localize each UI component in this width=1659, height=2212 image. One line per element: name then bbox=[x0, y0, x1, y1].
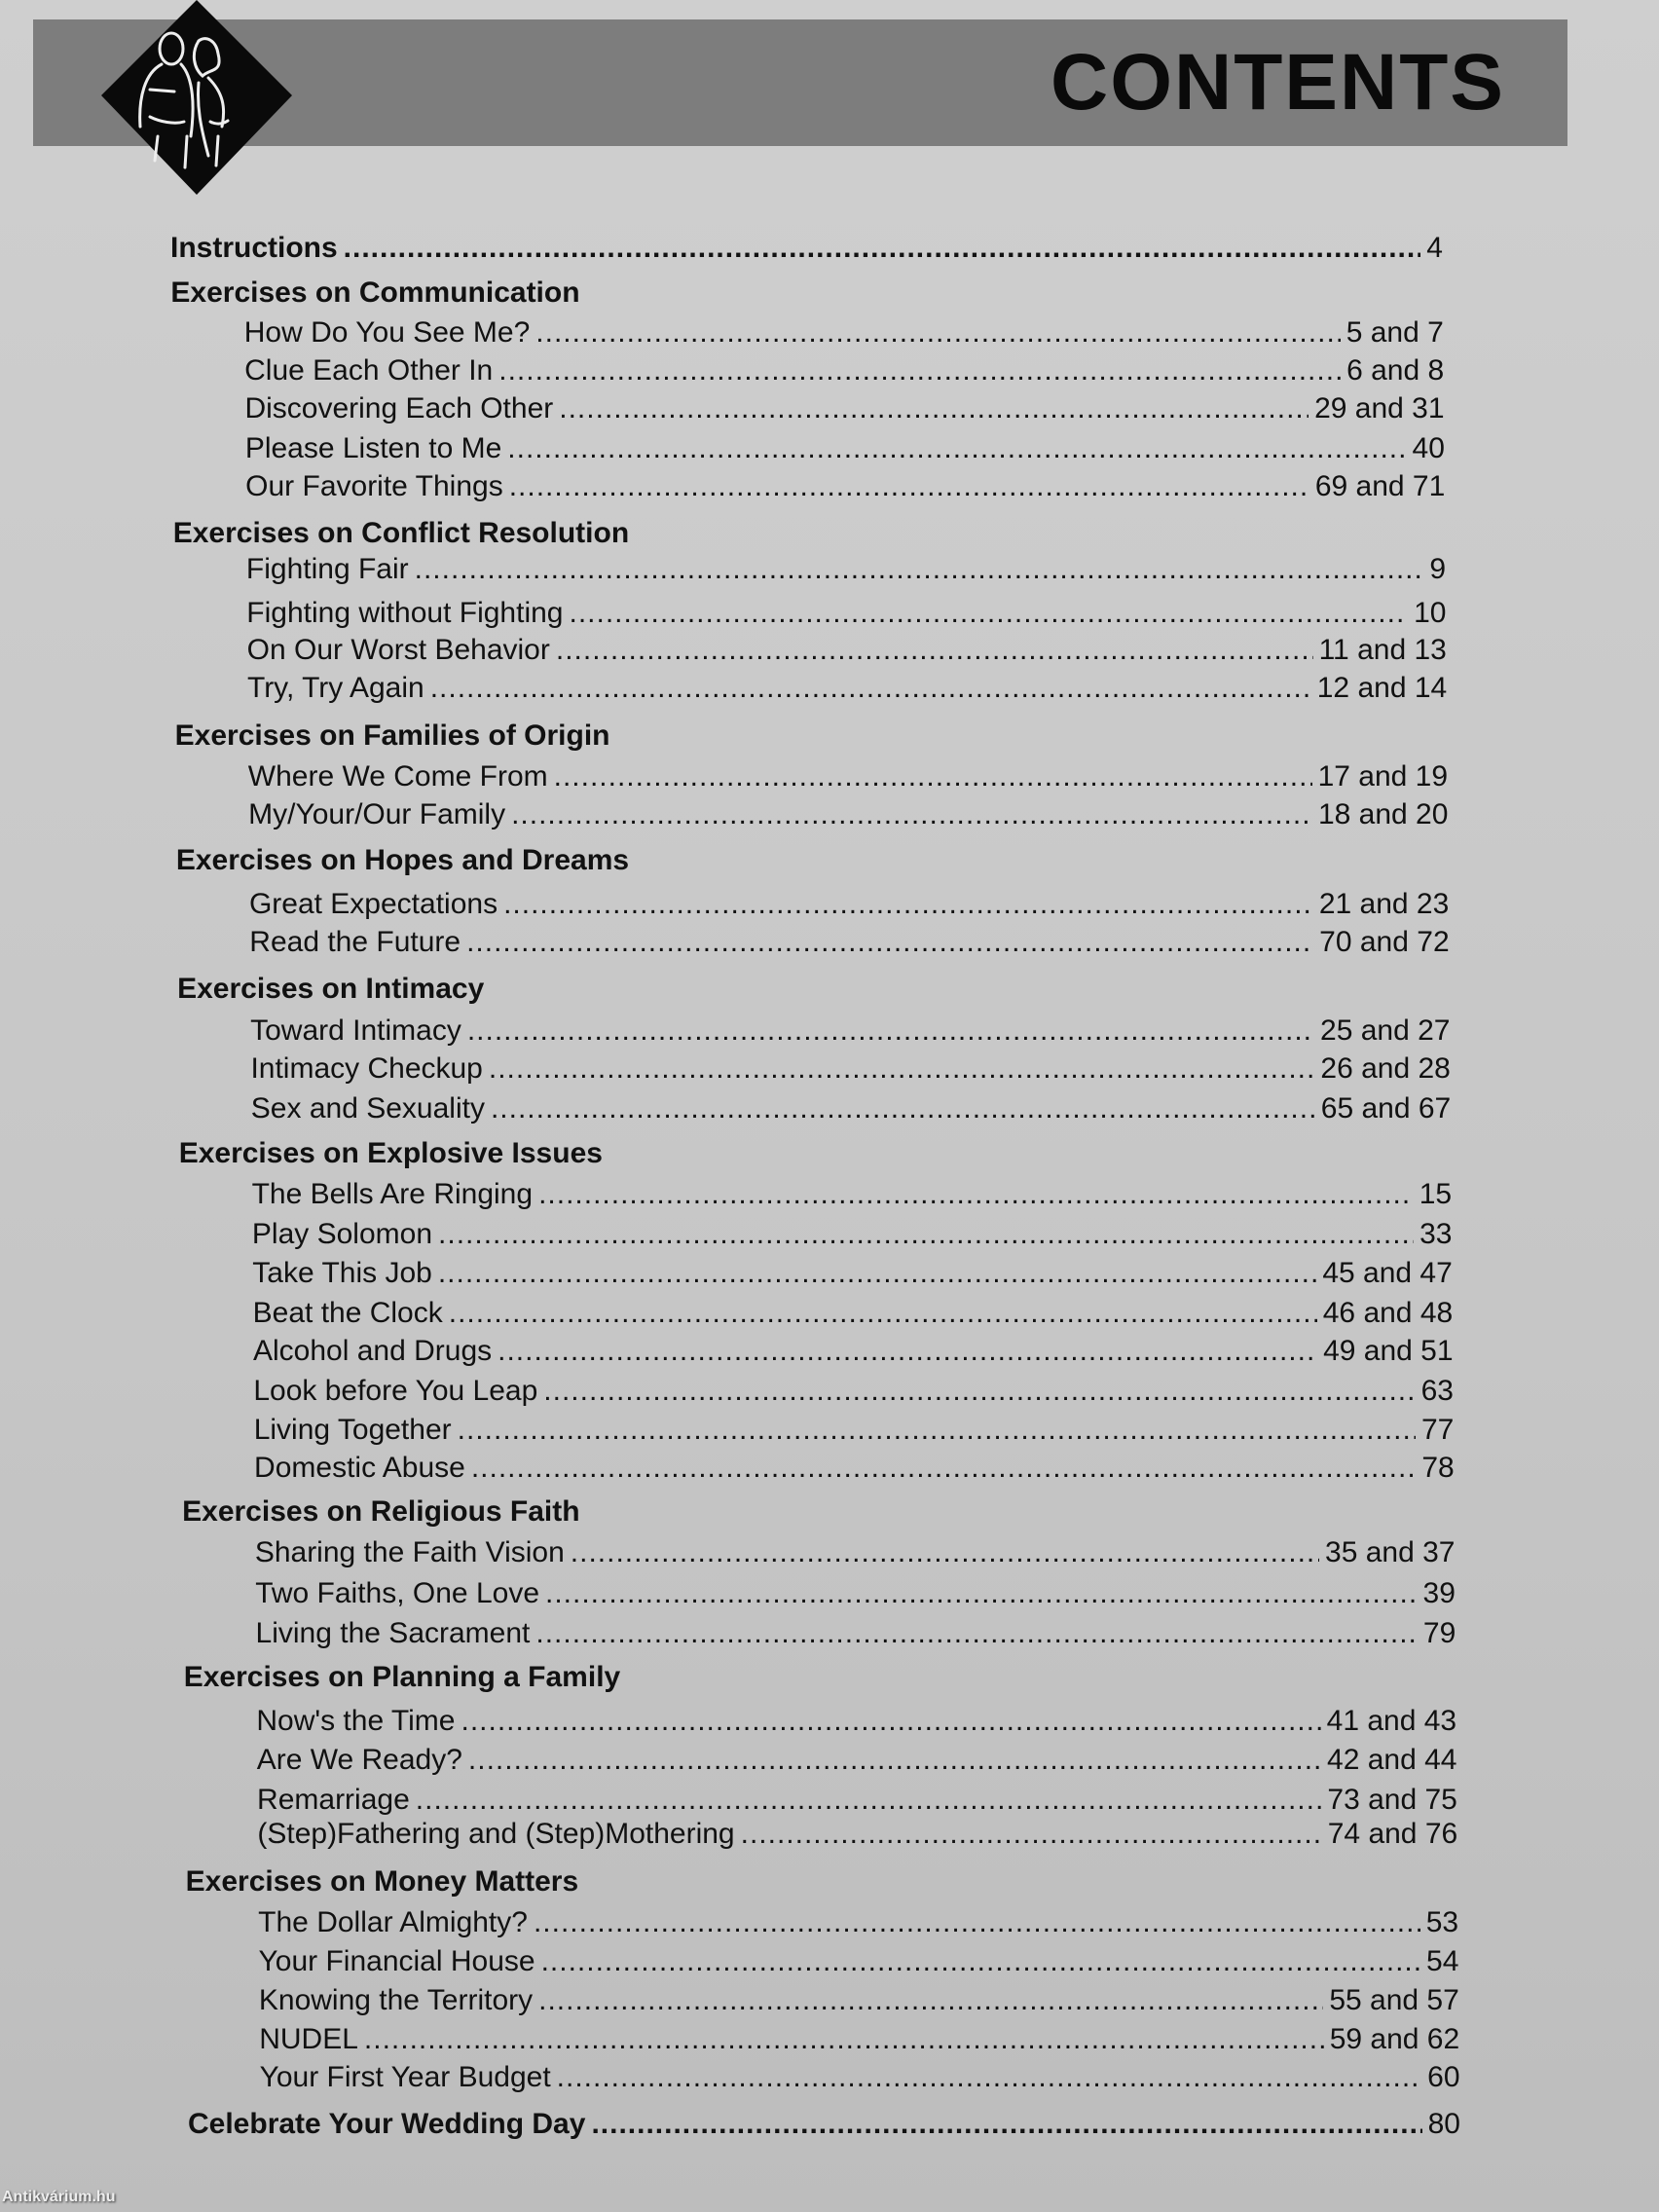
entry-title: Remarriage bbox=[257, 1783, 410, 1816]
toc-entry bbox=[253, 1335, 1454, 1368]
toc-entry bbox=[246, 553, 1446, 586]
toc-entry bbox=[259, 1984, 1459, 2017]
entry-title: Read the Future bbox=[249, 925, 461, 958]
page-number: 42 and 44 bbox=[1327, 1744, 1457, 1777]
entry-title: Our Favorite Things bbox=[245, 469, 503, 502]
toc-entry bbox=[259, 2023, 1459, 2056]
page-number: 78 bbox=[1421, 1452, 1455, 1485]
entry-title: Great Expectations bbox=[248, 887, 498, 920]
entry-title: Fighting Fair bbox=[245, 553, 409, 586]
dot-leader bbox=[507, 432, 1406, 465]
page-number: 33 bbox=[1419, 1217, 1453, 1250]
entry-title: Exercises on Explosive Issues bbox=[178, 1137, 603, 1170]
dot-leader bbox=[466, 926, 1313, 959]
page-number: 5 and 7 bbox=[1346, 315, 1444, 349]
entry-title: Living the Sacrament bbox=[255, 1616, 531, 1649]
dot-leader bbox=[416, 1784, 1322, 1817]
page-number: 46 and 48 bbox=[1322, 1296, 1454, 1329]
entry-title: Alcohol and Drugs bbox=[252, 1335, 493, 1368]
toc-entry bbox=[254, 1452, 1455, 1485]
entry-title: How Do You See Me? bbox=[243, 315, 531, 349]
entry-title: Intimacy Checkup bbox=[250, 1052, 483, 1086]
entry-title: Exercises on Money Matters bbox=[185, 1864, 579, 1898]
page-number: 10 bbox=[1414, 597, 1447, 630]
dot-leader bbox=[511, 798, 1312, 831]
page-number: 18 and 20 bbox=[1317, 798, 1449, 831]
dot-leader bbox=[438, 1257, 1317, 1290]
entry-title: Look before You Leap bbox=[253, 1374, 538, 1407]
section-heading bbox=[184, 1661, 621, 1694]
toc-entry bbox=[252, 1257, 1453, 1290]
page-number: 80 bbox=[1427, 2108, 1460, 2141]
entry-title: Exercises on Families of Origin bbox=[174, 719, 610, 753]
toc-entry bbox=[257, 1744, 1457, 1777]
section-heading bbox=[179, 1137, 603, 1170]
page-number: 29 and 31 bbox=[1314, 392, 1445, 425]
entry-title: Discovering Each Other bbox=[244, 392, 554, 425]
page-number: 11 and 13 bbox=[1318, 633, 1447, 666]
entry-title: Celebrate Your Wedding Day bbox=[188, 2108, 586, 2141]
dot-leader bbox=[557, 2061, 1422, 2094]
dot-leader bbox=[461, 1705, 1320, 1738]
page-number: 35 and 37 bbox=[1325, 1536, 1456, 1569]
dot-leader bbox=[430, 672, 1311, 705]
toc-entry bbox=[245, 470, 1445, 503]
entry-title: (Step)Fathering and (Step)Mothering bbox=[257, 1817, 735, 1850]
toc-entry bbox=[250, 1052, 1450, 1086]
page-number: 21 and 23 bbox=[1318, 887, 1450, 920]
entry-title: Clue Each Other In bbox=[244, 353, 494, 387]
section-heading bbox=[175, 719, 610, 753]
page-number: 54 bbox=[1426, 1945, 1459, 1978]
page-number: 39 bbox=[1422, 1577, 1456, 1610]
dot-leader bbox=[489, 1052, 1315, 1086]
section-heading bbox=[173, 517, 629, 550]
toc-entry bbox=[256, 1617, 1456, 1650]
toc-entry bbox=[253, 1375, 1454, 1408]
dot-leader bbox=[438, 1218, 1414, 1251]
entry-title: Domestic Abuse bbox=[254, 1452, 465, 1485]
page-number: 55 and 57 bbox=[1329, 1983, 1459, 2016]
toc-entry bbox=[256, 1705, 1456, 1738]
toc-entry bbox=[244, 316, 1444, 350]
section-heading bbox=[182, 1495, 579, 1529]
dot-leader bbox=[538, 1178, 1414, 1211]
page-number: 65 and 67 bbox=[1320, 1091, 1452, 1124]
dot-leader bbox=[571, 1536, 1319, 1569]
dot-leader bbox=[364, 2023, 1324, 2056]
entry-title: Exercises on Intimacy bbox=[177, 972, 485, 1005]
dot-leader bbox=[543, 1375, 1415, 1408]
toc-entry bbox=[244, 392, 1444, 425]
toc-entry bbox=[253, 1297, 1454, 1330]
entry-title: Sex and Sexuality bbox=[250, 1091, 485, 1124]
page-title: CONTENTS bbox=[1051, 38, 1505, 127]
section-heading bbox=[177, 973, 484, 1006]
toc-entry bbox=[246, 597, 1446, 630]
entry-title: Now's the Time bbox=[256, 1704, 456, 1737]
dot-leader bbox=[449, 1297, 1317, 1330]
page-number: 70 and 72 bbox=[1319, 925, 1450, 958]
toc-entry bbox=[254, 1414, 1455, 1447]
dot-leader bbox=[415, 553, 1424, 586]
page-number: 53 bbox=[1425, 1905, 1459, 1938]
entry-title: Where We Come From bbox=[247, 760, 548, 793]
entry-title: NUDEL bbox=[259, 2023, 358, 2056]
toc-entry bbox=[244, 354, 1444, 387]
dot-leader bbox=[591, 2108, 1421, 2141]
page-number: 49 and 51 bbox=[1323, 1335, 1454, 1368]
toc-entry bbox=[252, 1218, 1453, 1251]
dot-leader bbox=[509, 470, 1309, 503]
page-number: 74 and 76 bbox=[1327, 1817, 1458, 1850]
dot-leader bbox=[503, 888, 1313, 921]
entry-title: Living Together bbox=[253, 1414, 452, 1447]
page-number: 45 and 47 bbox=[1322, 1257, 1453, 1290]
entry-title: Exercises on Planning a Family bbox=[183, 1660, 621, 1693]
dot-leader bbox=[471, 1452, 1416, 1485]
entry-title: On Our Worst Behavior bbox=[246, 633, 550, 666]
page-number: 4 bbox=[1426, 231, 1443, 264]
toc-entry bbox=[248, 798, 1448, 831]
entry-title: Instructions bbox=[169, 231, 338, 264]
page-number: 25 and 27 bbox=[1320, 1014, 1451, 1048]
toc-entry bbox=[257, 1784, 1457, 1817]
toc-entry bbox=[255, 1577, 1456, 1610]
toc-entry bbox=[249, 926, 1449, 959]
entry-title: Fighting without Fighting bbox=[246, 597, 564, 630]
entry-title: The Bells Are Ringing bbox=[251, 1178, 534, 1211]
toc-entry bbox=[259, 1945, 1459, 1978]
entry-title: Two Faiths, One Love bbox=[255, 1577, 539, 1610]
toc-entry bbox=[250, 1014, 1450, 1048]
page-number: 17 and 19 bbox=[1317, 760, 1449, 793]
entry-title: Sharing the Faith Vision bbox=[254, 1536, 565, 1569]
dot-leader bbox=[535, 1617, 1418, 1650]
page-number: 59 and 62 bbox=[1329, 2023, 1460, 2056]
dot-leader bbox=[741, 1818, 1322, 1851]
couple-diamond-logo bbox=[101, 0, 292, 195]
section-heading bbox=[176, 844, 629, 877]
page-number: 79 bbox=[1422, 1616, 1456, 1649]
dot-leader bbox=[468, 1744, 1321, 1777]
dot-leader bbox=[559, 392, 1309, 425]
toc-entry bbox=[258, 1906, 1458, 1939]
entry-title: Are We Ready? bbox=[256, 1744, 462, 1777]
page-number: 69 and 71 bbox=[1314, 469, 1446, 502]
entry-title: Take This Job bbox=[252, 1257, 432, 1290]
dot-leader bbox=[545, 1577, 1418, 1610]
page-number: 26 and 28 bbox=[1320, 1052, 1451, 1086]
dot-leader bbox=[556, 634, 1313, 667]
dot-leader bbox=[535, 316, 1340, 350]
entry-title: Exercises on Communication bbox=[170, 276, 580, 310]
entry-title: The Dollar Almighty? bbox=[258, 1905, 528, 1938]
entry-title: My/Your/Our Family bbox=[248, 798, 506, 831]
toc-entry bbox=[257, 1818, 1457, 1851]
entry-title: Your First Year Budget bbox=[259, 2061, 551, 2094]
page-number: 12 and 14 bbox=[1316, 672, 1448, 704]
toc-entry bbox=[247, 672, 1447, 705]
page-number: 41 and 43 bbox=[1326, 1704, 1457, 1737]
dot-leader bbox=[467, 1014, 1314, 1048]
entry-title: Knowing the Territory bbox=[258, 1983, 534, 2016]
entry-title: Toward Intimacy bbox=[250, 1014, 461, 1048]
toc-entry bbox=[245, 432, 1445, 465]
page-number: 15 bbox=[1419, 1178, 1453, 1211]
dot-leader bbox=[541, 1945, 1420, 1978]
entry-title: Exercises on Religious Faith bbox=[182, 1495, 580, 1529]
toc-entry bbox=[170, 232, 1443, 265]
dot-leader bbox=[458, 1414, 1416, 1447]
toc-entry bbox=[248, 760, 1448, 793]
dot-leader bbox=[534, 1906, 1420, 1939]
dot-leader bbox=[554, 760, 1312, 793]
dot-leader bbox=[498, 1335, 1317, 1368]
entry-title: Try, Try Again bbox=[246, 672, 424, 704]
toc-entry bbox=[188, 2108, 1460, 2141]
watermark: Antikvárium.hu bbox=[2, 2189, 116, 2205]
dot-leader bbox=[498, 354, 1341, 387]
entry-title: Please Listen to Me bbox=[244, 431, 502, 464]
toc-entry bbox=[249, 888, 1449, 921]
dot-leader bbox=[344, 232, 1421, 265]
entry-title: Exercises on Conflict Resolution bbox=[172, 516, 630, 549]
page-number: 6 and 8 bbox=[1346, 353, 1445, 387]
page-number: 60 bbox=[1427, 2061, 1460, 2094]
section-heading bbox=[170, 276, 579, 310]
section-heading bbox=[186, 1865, 579, 1899]
dot-leader bbox=[569, 597, 1408, 630]
entry-title: Beat the Clock bbox=[252, 1296, 443, 1329]
toc-entry bbox=[255, 1536, 1456, 1569]
entry-title: Exercises on Hopes and Dreams bbox=[175, 843, 630, 876]
entry-title: Your Financial House bbox=[258, 1945, 535, 1978]
dot-leader bbox=[491, 1092, 1315, 1125]
toc-entry bbox=[260, 2061, 1460, 2094]
toc-entry bbox=[251, 1092, 1451, 1125]
dot-leader bbox=[538, 1984, 1323, 2017]
page-number: 77 bbox=[1420, 1414, 1455, 1447]
entry-title: Play Solomon bbox=[251, 1217, 433, 1250]
page-number: 9 bbox=[1429, 553, 1447, 586]
page-number: 73 and 75 bbox=[1327, 1783, 1457, 1816]
page-number: 63 bbox=[1420, 1374, 1454, 1407]
page-number: 40 bbox=[1412, 431, 1445, 464]
toc-entry bbox=[247, 634, 1447, 667]
toc-entry bbox=[252, 1178, 1453, 1211]
